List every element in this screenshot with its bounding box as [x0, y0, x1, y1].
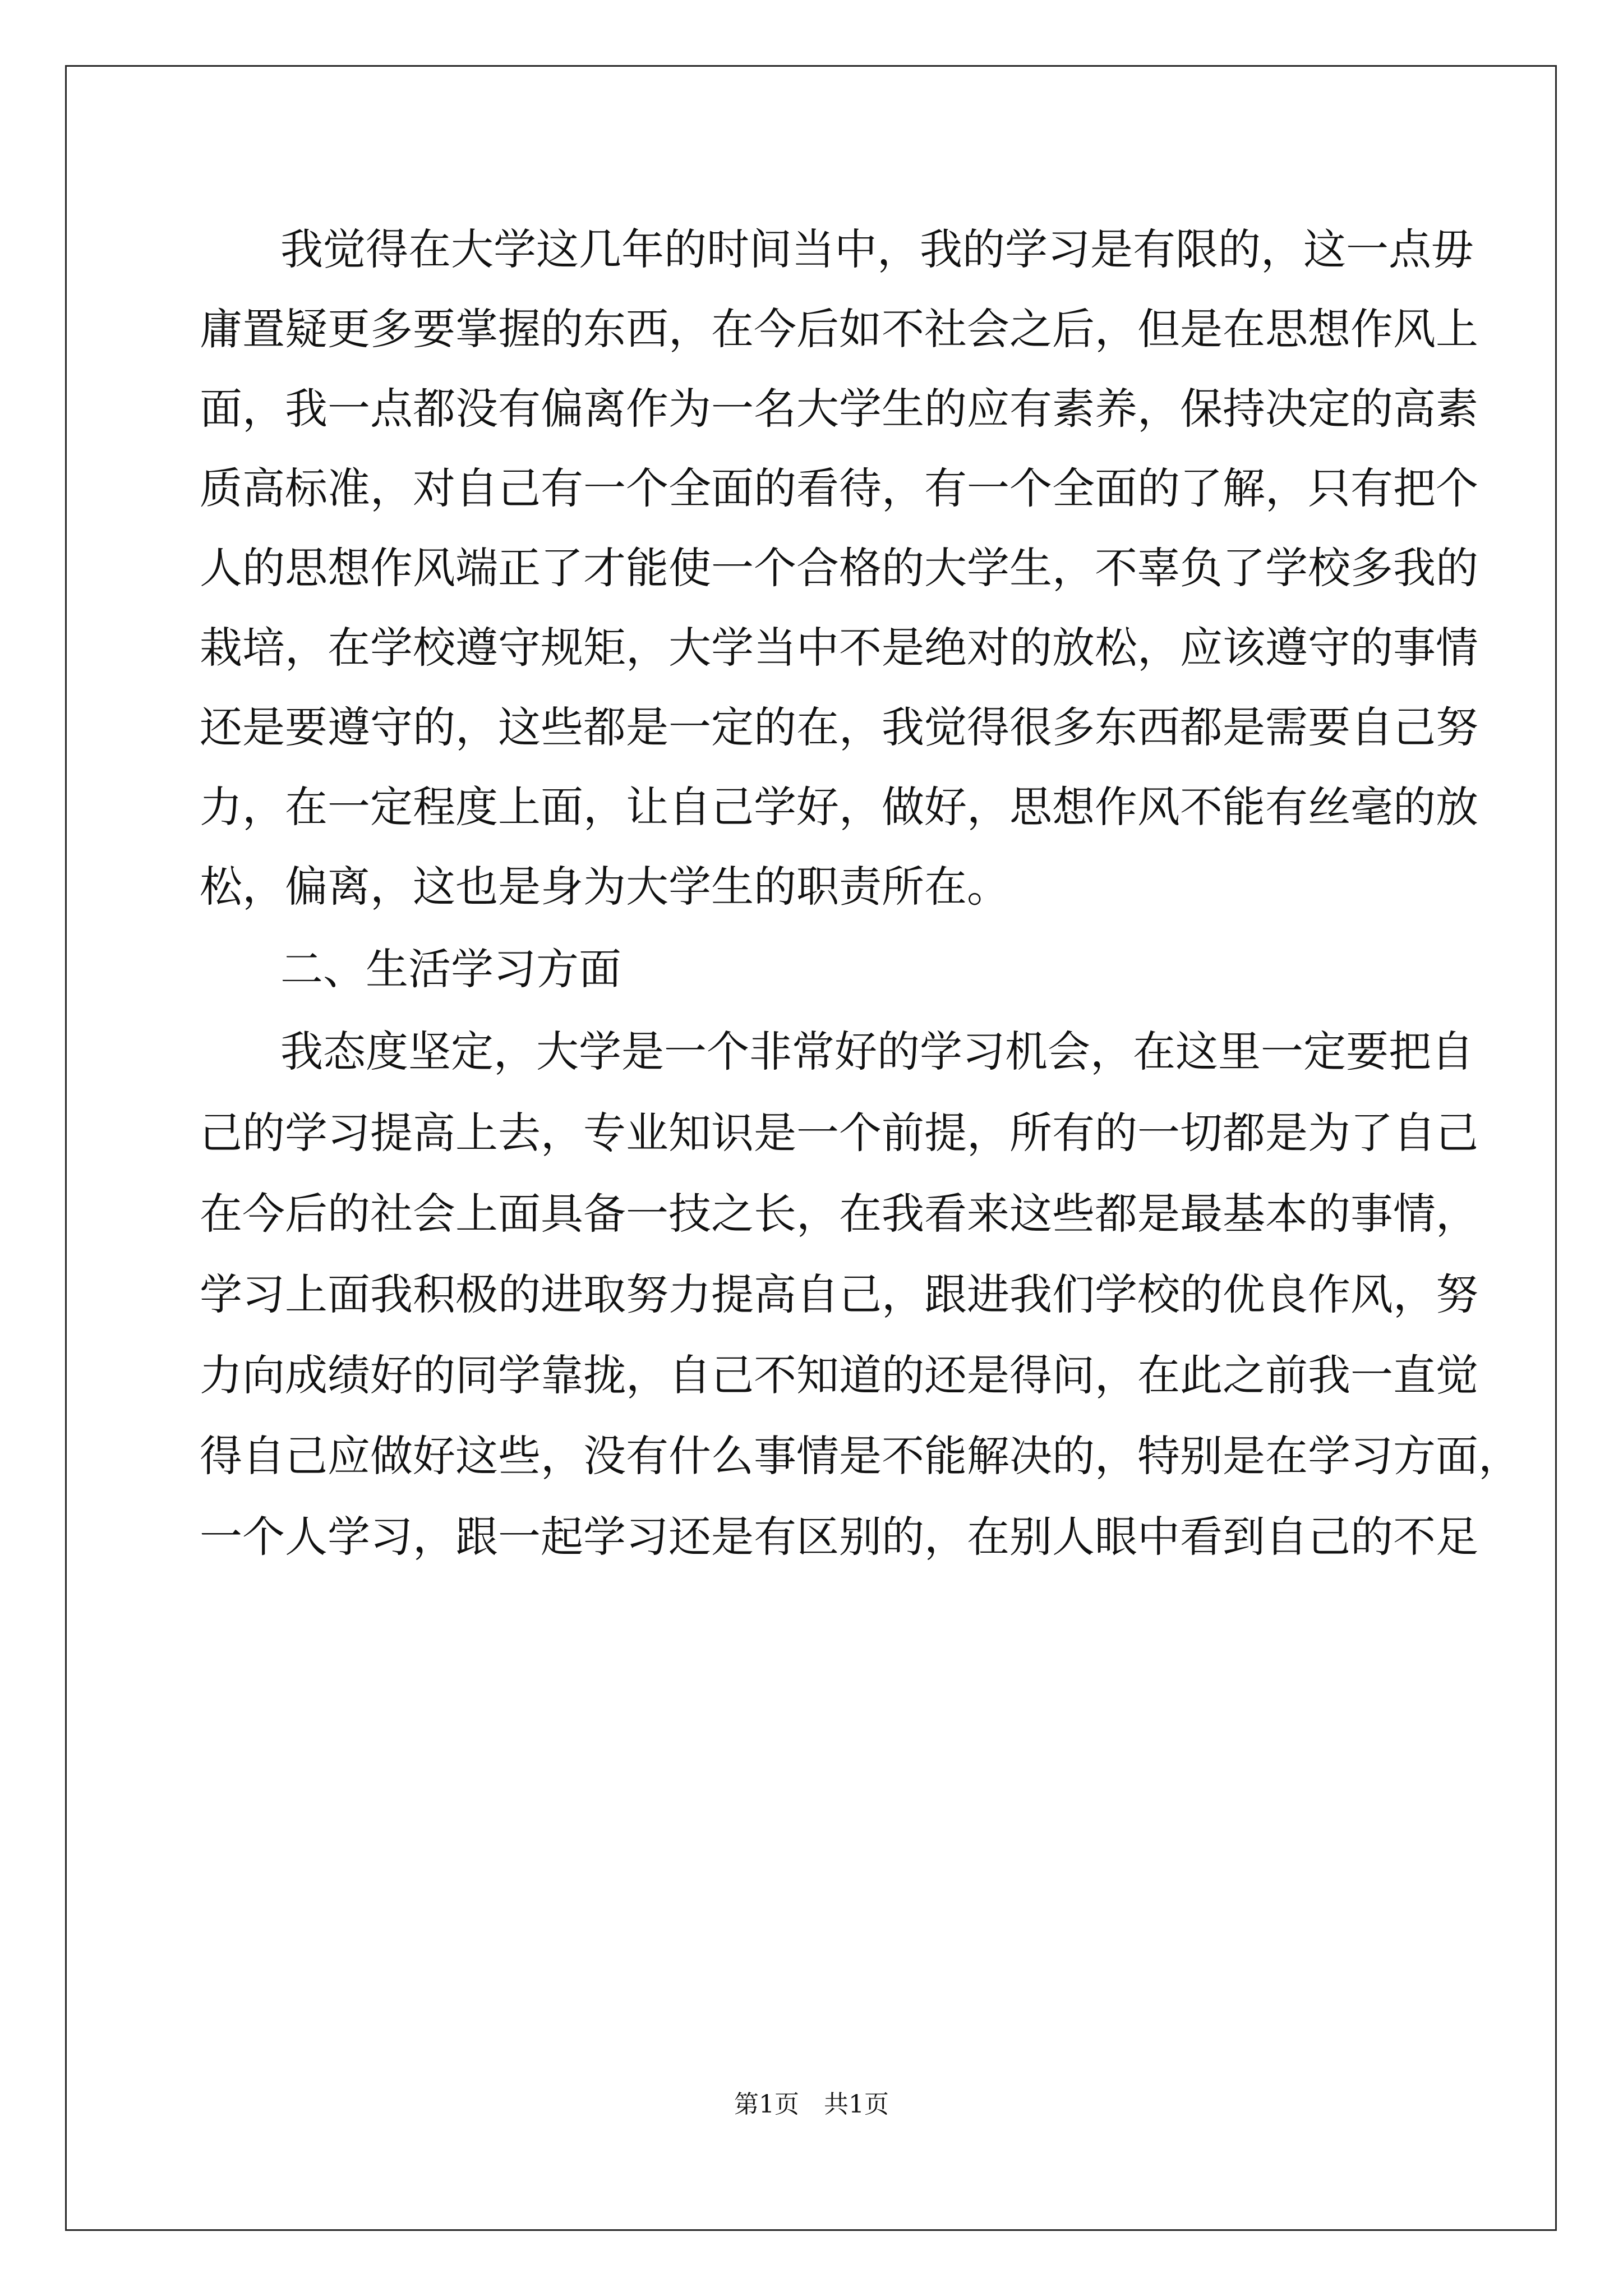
- paragraph-line: 在今后的社会上面具备一技之长，在我看来这些都是最基本的事情，: [200, 1189, 1478, 1239]
- paragraph-line: 得自己应做好这些，没有什么事情是不能解决的，特别是在学习方面，: [200, 1431, 1521, 1481]
- section-heading: 二、生活学习方面: [280, 944, 621, 994]
- paragraph-line: 己的学习提高上去，专业知识是一个前提，所有的一切都是为了自己: [200, 1108, 1478, 1158]
- paragraph-line: 庸置疑更多要掌握的东西，在今后如不社会之后，但是在思想作风上: [200, 304, 1478, 354]
- page-footer: 第1页 共1页: [734, 2090, 889, 2119]
- paragraph-line: 还是要遵守的，这些都是一定的在，我觉得很多东西都是需要自己努: [200, 702, 1478, 752]
- paragraph-line: 质高标准，对自己有一个全面的看待，有一个全面的了解，只有把个: [200, 463, 1478, 513]
- paragraph-line: 学习上面我积极的进取努力提高自己，跟进我们学校的优良作风，努: [200, 1269, 1478, 1319]
- paragraph-line: 松，偏离，这也是身为大学生的职责所在。: [200, 862, 1009, 912]
- paragraph-line: 面，我一点都没有偏离作为一名大学生的应有素养，保持决定的高素: [200, 384, 1478, 434]
- paragraph-line: 栽培，在学校遵守规矩，大学当中不是绝对的放松，应该遵守的事情: [200, 623, 1478, 673]
- paragraph-line: 我态度坚定，大学是一个非常好的学习机会，在这里一定要把自: [280, 1027, 1474, 1076]
- paragraph-line: 我觉得在大学这几年的时间当中，我的学习是有限的，这一点毋: [280, 224, 1474, 274]
- paragraph-line: 一个人学习，跟一起学习还是有区别的，在别人眼中看到自己的不足: [200, 1512, 1478, 1562]
- paragraph-line: 人的思想作风端正了才能使一个合格的大学生，不辜负了学校多我的: [200, 543, 1478, 593]
- paragraph-line: 力向成绩好的同学靠拢，自己不知道的还是得问，在此之前我一直觉: [200, 1350, 1478, 1400]
- paragraph-line: 力，在一定程度上面，让自己学好，做好，思想作风不能有丝毫的放: [200, 782, 1478, 832]
